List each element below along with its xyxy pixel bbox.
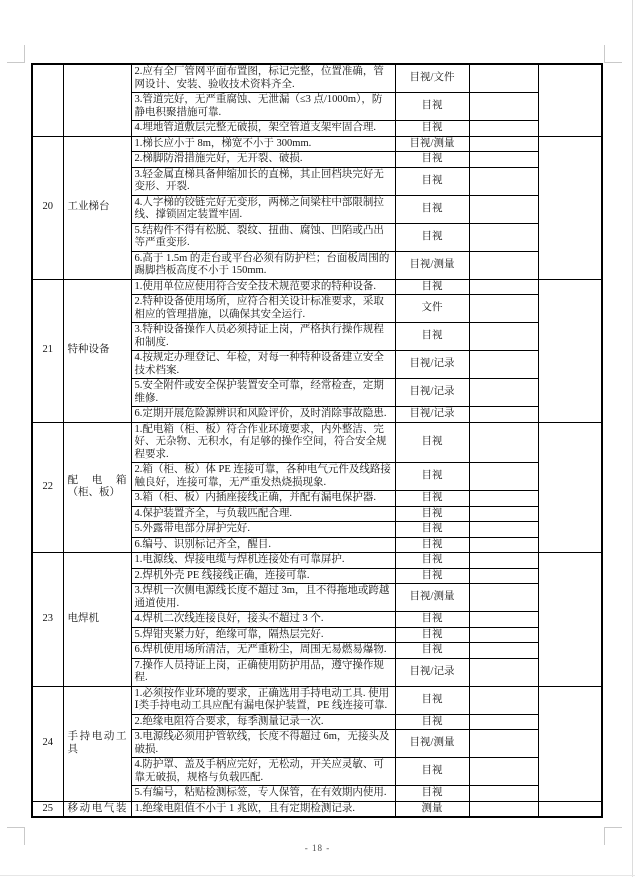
page-edge-right [632,0,633,877]
method-cell: 测量 [395,801,469,817]
table-row [32,686,602,714]
result-cell [469,553,538,569]
item-text-cell: 4.焊机二次线连接良好，接头不超过 3 个. [131,612,395,628]
result-cell [469,295,538,323]
page-number: - 18 - [304,843,331,853]
method-cell: 目视 [395,121,469,137]
result-cell [469,568,538,584]
item-text-cell: 2.绝缘电阻符合要求，每季测量记录一次. [131,714,395,730]
item-text-cell: 3.轻金属直梯具备伸缩加长的直梯，其止回档块完好无变形、开裂. [131,167,395,195]
item-text-cell: 1.必须按作业环境的要求，正确选用手持电动工具. 使用Ⅰ类手持电动工具应配有漏电保护装置，PE 线连接可靠. [131,686,395,714]
page-edge-bottom [0,875,635,876]
row-number-cell: 23 [32,553,63,687]
result-cell [469,786,538,802]
result-cell [469,422,538,463]
item-text-cell: 5.外露带电部分屏护完好. [131,522,395,538]
result-cell [469,730,538,758]
method-cell: 目视 [395,714,469,730]
table-row [32,136,602,152]
item-text-cell: 4.保护装置齐全，与负载匹配合理. [131,506,395,522]
crop-mark-top-left [7,45,25,63]
result-cell [469,584,538,612]
item-text-cell: 7.操作人员持证上岗，正确使用防护用品，遵守操作规程. [131,658,395,686]
category-cell: 特种设备 [63,279,131,422]
result-cell [469,491,538,507]
item-text-cell: 3.电源线必须用护管软线，长度不得超过 6m，无接头及破损. [131,730,395,758]
item-text-cell: 4.按规定办理登记、年检，对每一种特种设备建立安全技术档案. [131,351,395,379]
item-text-cell: 2.梯脚防滑措施完好，无开裂、破损. [131,152,395,168]
result-cell [469,658,538,686]
method-cell: 目视 [395,279,469,295]
method-cell: 目视/记录 [395,351,469,379]
row-number-cell: 24 [32,686,63,801]
row-number-cell: 20 [32,136,63,279]
result-cell [469,251,538,279]
method-cell: 目视/测量 [395,730,469,758]
remark-cell [538,422,602,553]
item-text-cell: 6.高于 1.5m 的走台或平台必须有防护栏；台面板周围的踢脚挡板高度不小于 150mm. [131,251,395,279]
table-row [32,422,602,463]
category-cell: 电焊机 [63,553,131,687]
item-text-cell: 3.箱（柜、板）内插座接线正确，并配有漏电保护器. [131,491,395,507]
table-row [32,64,602,93]
item-text-cell: 1.配电箱（柜、板）符合作业环境要求，内外整洁、完好、无杂物、无积水，有足够的操作空间，符合安全规程要求. [131,422,395,463]
method-cell: 目视/文件 [395,64,469,93]
crop-mark-top-right [604,45,622,63]
method-cell: 文件 [395,295,469,323]
inspection-table [31,63,603,818]
method-cell: 目视 [395,553,469,569]
row-number-cell [32,64,63,136]
result-cell [469,801,538,817]
item-text-cell: 2.特种设备使用场所，应符合相关设计标准要求，采取相应的管理措施，以确保其安全运行. [131,295,395,323]
method-cell: 目视/测量 [395,251,469,279]
method-cell: 目视 [395,323,469,351]
result-cell [469,93,538,121]
method-cell: 目视 [395,643,469,659]
remark-cell [538,686,602,801]
item-text-cell: 6.编号、识别标记齐全，醒目. [131,537,395,553]
item-text-cell: 2.焊机外壳 PE 线接线正确，连接可靠. [131,568,395,584]
item-text-cell: 2.应有全厂管网平面布置图，标记完整，位置准确，管网设计、安装、验收技术资料齐全. [131,64,395,93]
result-cell [469,64,538,93]
result-cell [469,463,538,491]
item-text-cell: 1.使用单位应使用符合安全技术规范要求的特种设备. [131,279,395,295]
method-cell: 目视 [395,491,469,507]
remark-cell [538,801,602,817]
method-cell: 目视 [395,152,469,168]
result-cell [469,643,538,659]
method-cell: 目视 [395,568,469,584]
row-number-cell: 22 [32,422,63,553]
method-cell: 目视 [395,612,469,628]
method-cell: 目视 [395,758,469,786]
method-cell: 目视 [395,686,469,714]
method-cell: 目视 [395,522,469,538]
result-cell [469,279,538,295]
method-cell: 目视 [395,422,469,463]
item-text-cell: 3.焊机一次侧电源线长度不超过 3m，且不得拖地或跨越通道使用. [131,584,395,612]
row-number-cell: 25 [32,801,63,817]
method-cell: 目视 [395,463,469,491]
remark-cell [538,553,602,687]
result-cell [469,379,538,407]
item-text-cell: 3.特种设备操作人员必须持证上岗，严格执行操作规程和制度. [131,323,395,351]
method-cell: 目视/记录 [395,407,469,423]
item-text-cell: 4.人字梯的铰链完好无变形，两梯之间梁柱中部限制拉线、撑锁固定装置牢固. [131,195,395,223]
item-text-cell: 5.结构件不得有松脱、裂纹、扭曲、腐蚀、凹陷或凸出等严重变形. [131,223,395,251]
method-cell: 目视 [395,506,469,522]
result-cell [469,407,538,423]
method-cell: 目视 [395,93,469,121]
method-cell: 目视/测量 [395,136,469,152]
method-cell: 目视 [395,537,469,553]
category-cell: 工业梯台 [63,136,131,279]
item-text-cell: 2.箱（柜、板）体 PE 连接可靠，各种电气元件及线路接触良好，连接可靠，无严重发热烧损现象. [131,463,395,491]
result-cell [469,223,538,251]
category-cell: 手持电动工具 [63,686,131,801]
result-cell [469,506,538,522]
result-cell [469,323,538,351]
remark-cell [538,279,602,422]
table-row [32,801,602,817]
row-number-cell: 21 [32,279,63,422]
item-text-cell: 6.焊机使用场所清洁，无严重粉尘，周围无易燃易爆物. [131,643,395,659]
method-cell: 目视 [395,167,469,195]
remark-cell [538,64,602,136]
method-cell: 目视 [395,627,469,643]
remark-cell [538,136,602,279]
method-cell: 目视 [395,223,469,251]
category-cell [63,64,131,136]
item-text-cell: 1.电源线、焊接电缆与焊机连接处有可靠屏护. [131,553,395,569]
category-cell: 移动电气装 [63,801,131,817]
item-text-cell: 5.有编号，粘贴检测标签，专人保管，在有效期内使用. [131,786,395,802]
item-text-cell: 3.管道完好，无严重腐蚀、无泄漏（≤3 点/1000m），防静电积聚措施可靠. [131,93,395,121]
result-cell [469,167,538,195]
method-cell: 目视/测量 [395,584,469,612]
result-cell [469,136,538,152]
item-text-cell: 5.焊钳夹紧力好，绝缘可靠，隔热层完好. [131,627,395,643]
result-cell [469,195,538,223]
category-cell: 配电箱（柜、板） [63,422,131,553]
result-cell [469,686,538,714]
result-cell [469,537,538,553]
result-cell [469,758,538,786]
item-text-cell: 1.绝缘电阻值不小于 1 兆欧，且有定期检测记录. [131,801,395,817]
method-cell: 目视 [395,786,469,802]
result-cell [469,627,538,643]
item-text-cell: 4.埋地管道敷层完整无破损，架空管道支架牢固合理. [131,121,395,137]
result-cell [469,612,538,628]
result-cell [469,152,538,168]
item-text-cell: 4.防护罩、盖及手柄应完好，无松动，开关应灵敏、可靠无破损，规格与负载匹配. [131,758,395,786]
result-cell [469,121,538,137]
method-cell: 目视/记录 [395,379,469,407]
table-row [32,553,602,569]
result-cell [469,522,538,538]
inspection-table-body [32,64,602,817]
result-cell [469,351,538,379]
item-text-cell: 1.梯长应小于 8m，梯宽不小于 300mm. [131,136,395,152]
table-row [32,279,602,295]
result-cell [469,714,538,730]
method-cell: 目视 [395,195,469,223]
method-cell: 目视/记录 [395,658,469,686]
item-text-cell: 6.定期开展危险源辨识和风险评价，及时消除事故隐患. [131,407,395,423]
item-text-cell: 5.安全附件或安全保护装置安全可靠，经常检查，定期维修. [131,379,395,407]
